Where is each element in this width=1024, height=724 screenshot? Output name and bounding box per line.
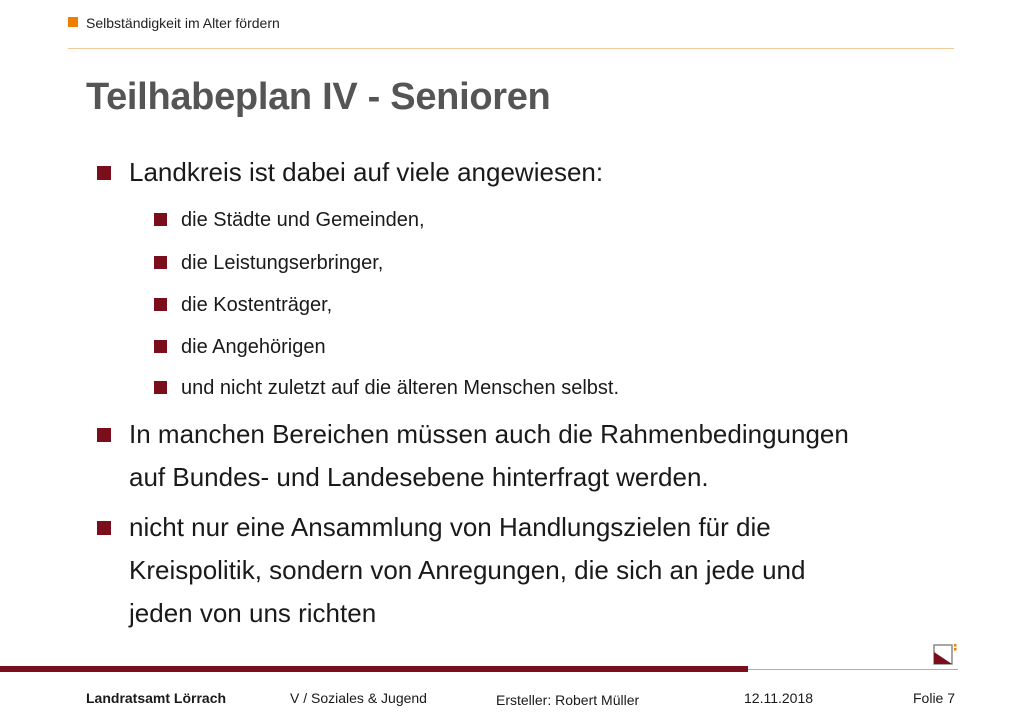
footer-divider xyxy=(748,669,958,670)
square-bullet-icon xyxy=(154,298,167,311)
bullet-text xyxy=(129,506,959,635)
bullet-text-line: auf Bundes- und Landesebene hinterfragt werden. xyxy=(129,462,709,492)
square-bullet-icon xyxy=(154,213,167,226)
square-bullet-icon xyxy=(97,166,111,180)
bullet-text-line: jeden von uns richten xyxy=(129,598,377,628)
bullet-text-line: Kreispolitik, sondern von Anregungen, die sich an jede und xyxy=(129,555,806,585)
landratsamt-logo-icon xyxy=(932,642,958,666)
square-bullet-icon xyxy=(154,340,167,353)
sub-bullet-text: die Leistungserbringer, xyxy=(181,252,384,274)
bullet-text: Landkreis ist dabei auf viele angewiesen: xyxy=(129,157,604,187)
footer-bar xyxy=(0,666,748,672)
sub-bullet-text: die Städte und Gemeinden, xyxy=(181,209,425,231)
bullet-text xyxy=(129,413,959,499)
square-bullet-icon xyxy=(154,256,167,269)
sub-bullet-text: die Angehörigen xyxy=(181,336,326,358)
footer-author: Ersteller: Robert Müller xyxy=(496,692,640,708)
section-marker-icon xyxy=(68,17,78,27)
slide-number: Folie 7 xyxy=(913,690,956,706)
square-bullet-icon xyxy=(97,428,111,442)
sub-bullet-text: die Kostenträger, xyxy=(181,294,333,316)
footer-organization: Landratsamt Lörrach xyxy=(86,690,227,706)
header-divider xyxy=(68,48,954,49)
footer-department: V / Soziales & Jugend xyxy=(290,690,427,706)
square-bullet-icon xyxy=(97,521,111,535)
footer-date: 12.11.2018 xyxy=(744,690,814,706)
square-bullet-icon xyxy=(154,381,167,394)
sub-bullet-text: und nicht zuletzt auf die älteren Menschen selbst. xyxy=(181,377,620,399)
slide-title: Teilhabeplan IV - Senioren xyxy=(86,76,551,118)
section-label: Selbständigkeit im Alter fördern xyxy=(86,15,280,31)
bullet-text-line: nicht nur eine Ansammlung von Handlungszielen für die xyxy=(129,512,771,542)
bullet-text-line: In manchen Bereichen müssen auch die Rahmenbedingungen xyxy=(129,419,849,449)
